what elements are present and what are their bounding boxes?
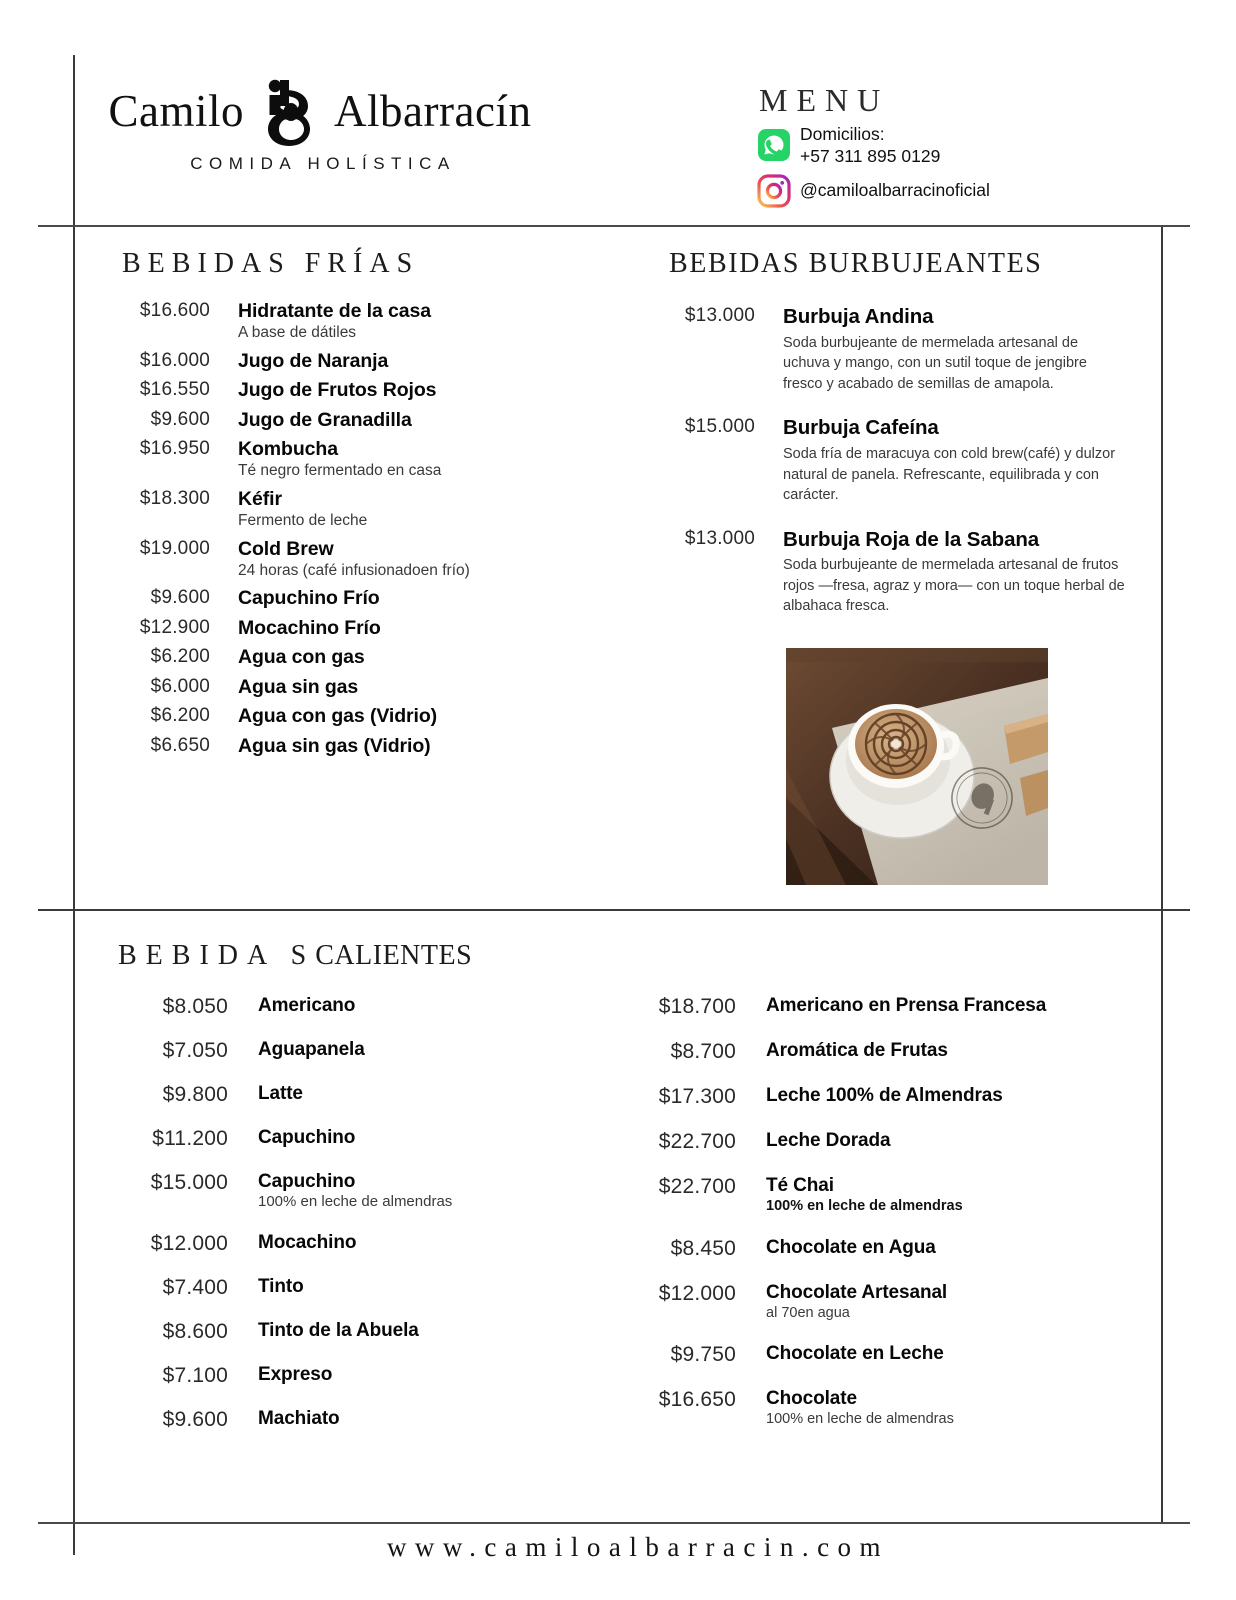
item-description: Soda burbujeante de mermelada artesanal de frutos rojos —fresa, agraz y mora— con un toque herbal de albahaca fresca. <box>783 557 1125 615</box>
whatsapp-phone: +57 311 895 0129 <box>800 146 941 167</box>
item-price: $22.700 <box>658 1130 736 1153</box>
item-name: Capuchino <box>258 1127 356 1148</box>
item-body <box>238 587 638 609</box>
item-body <box>258 995 630 1019</box>
item-name: Leche 100% de Almendras <box>766 1085 1003 1106</box>
item-name: Jugo de Naranja <box>238 349 389 372</box>
item-body <box>783 305 1135 394</box>
menu-item <box>620 1343 1140 1367</box>
menu-item <box>620 1388 1140 1429</box>
item-price: $8.450 <box>670 1236 736 1260</box>
item-name: Mocachino <box>258 1232 357 1254</box>
instagram-contact[interactable] <box>757 174 990 208</box>
website-url[interactable]: www.camiloalbarracin.com <box>386 1532 890 1562</box>
item-description: Fermento de leche <box>238 512 368 530</box>
item-price: $8.700 <box>670 1040 736 1063</box>
item-price: $18.700 <box>658 995 736 1018</box>
item-body <box>258 1276 630 1300</box>
item-price: $16.600 <box>139 300 210 321</box>
section-title-hot-part1: BEBIDA S <box>118 940 316 971</box>
item-price: $16.550 <box>139 379 210 401</box>
page-footer <box>0 1532 1236 1563</box>
item-name: Chocolate en Leche <box>766 1343 944 1365</box>
item-price: $16.000 <box>139 349 210 371</box>
item-name: Cold Brew <box>238 537 334 560</box>
item-name: Tinto <box>258 1276 304 1298</box>
instagram-icon <box>757 174 791 208</box>
menu-item <box>620 1237 1140 1261</box>
menu-item <box>620 1085 1140 1109</box>
item-price: $7.100 <box>162 1364 228 1388</box>
menu-item <box>118 488 638 531</box>
section-divider <box>38 909 1190 911</box>
whatsapp-icon <box>757 128 791 162</box>
menu-item <box>620 1130 1140 1154</box>
item-body <box>238 409 638 431</box>
item-price: $9.800 <box>162 1083 228 1106</box>
item-price: $15.000 <box>150 1171 228 1194</box>
item-price: $6.000 <box>150 675 210 697</box>
item-name: Leche Dorada <box>766 1130 891 1151</box>
menu-item <box>620 1040 1140 1064</box>
item-price: $9.600 <box>150 408 210 430</box>
menu-item <box>110 1127 630 1151</box>
item-name: Agua sin gas (Vidrio) <box>238 734 431 757</box>
item-body <box>238 300 638 343</box>
menu-item <box>118 587 638 609</box>
menu-item <box>655 416 1135 505</box>
menu-item <box>110 1276 630 1300</box>
item-body <box>766 1130 1140 1154</box>
item-body <box>258 1320 630 1344</box>
item-body <box>238 646 638 668</box>
menu-item <box>118 735 638 757</box>
brand-wordmark <box>85 78 555 144</box>
menu-item <box>110 1083 630 1107</box>
item-description: al 70en agua <box>766 1304 850 1321</box>
item-name: Latte <box>258 1083 303 1104</box>
page-header <box>0 0 1236 225</box>
section-title-cold: BEBIDAS FRÍAS <box>122 248 420 279</box>
item-body <box>238 488 638 531</box>
item-description: 100% en leche de almendras <box>258 1193 453 1211</box>
item-body <box>766 1343 1140 1367</box>
brand-tagline: COMIDA HOLÍSTICA <box>190 154 456 173</box>
item-name: Burbuja Cafeína <box>783 416 939 440</box>
item-description: Soda burbujeante de mermelada artesanal de uchuva y mango, con un sutil toque de jengibre fresco y acabado de semillas de amapola. <box>783 334 1087 392</box>
hot-right-items-list <box>620 995 1140 1429</box>
item-name: Chocolate <box>766 1388 857 1410</box>
item-name: Kéfir <box>238 487 282 510</box>
menu-item <box>655 305 1135 394</box>
menu-title: MENU <box>759 82 890 118</box>
item-price: $7.400 <box>162 1276 228 1300</box>
menu-item <box>620 1175 1140 1216</box>
item-body <box>258 1127 630 1151</box>
item-body <box>238 538 638 581</box>
item-price: $11.200 <box>152 1127 228 1150</box>
whatsapp-text <box>800 123 940 168</box>
menu-item <box>110 1364 630 1388</box>
menu-item <box>110 1232 630 1256</box>
item-description: 100% en leche de almendras <box>766 1198 963 1215</box>
item-body <box>766 1085 1140 1109</box>
menu-item <box>118 438 638 481</box>
monogram-icon <box>250 72 328 150</box>
item-price: $6.650 <box>150 734 210 756</box>
menu-item <box>118 538 638 581</box>
item-name: Jugo de Granadilla <box>238 408 412 431</box>
cold-items-list <box>118 300 638 757</box>
item-name: Hidratante de la casa <box>238 300 431 322</box>
menu-item <box>118 705 638 727</box>
item-price: $12.900 <box>139 616 210 638</box>
item-body <box>766 1282 1140 1323</box>
item-body <box>238 438 638 481</box>
brand-logo <box>85 78 555 174</box>
item-name: Americano en Prensa Francesa <box>766 995 1047 1016</box>
item-price: $7.050 <box>162 1039 228 1062</box>
item-name: Kombucha <box>238 438 338 461</box>
item-price: $13.000 <box>684 305 755 326</box>
menu-item <box>620 1282 1140 1323</box>
item-name: Burbuja Andina <box>783 305 934 328</box>
section-title-sparkling: BEBIDAS BURBUJEANTES <box>669 248 1043 279</box>
section-title-hot <box>118 940 472 972</box>
item-body <box>783 416 1135 505</box>
sparkling-items-list <box>655 305 1135 617</box>
item-body <box>766 995 1140 1019</box>
whatsapp-contact[interactable] <box>757 123 990 168</box>
item-body <box>238 617 638 639</box>
item-description: Soda fría de maracuya con cold brew(café) y dulzor natural de panela. Refrescante, equilibrada y con carácter. <box>783 445 1116 504</box>
item-body <box>783 528 1135 617</box>
item-price: $9.750 <box>670 1343 736 1367</box>
item-name: Tinto de la Abuela <box>258 1320 419 1342</box>
brand-last-name: Albarracín <box>334 85 532 136</box>
menu-item <box>620 995 1140 1019</box>
menu-item <box>110 1171 630 1212</box>
item-body <box>238 379 638 401</box>
item-name: Capuchino <box>258 1171 356 1192</box>
item-name: Agua con gas <box>238 646 365 669</box>
item-body <box>766 1388 1140 1429</box>
item-body <box>258 1408 630 1432</box>
item-body <box>238 735 638 757</box>
item-price: $12.000 <box>658 1281 736 1305</box>
instagram-handle: @camiloalbarracinoficial <box>800 180 990 201</box>
cappuccino-photo <box>786 648 1048 885</box>
menu-item <box>118 646 638 668</box>
menu-item <box>118 300 638 343</box>
item-name: Chocolate en Agua <box>766 1236 936 1258</box>
item-body <box>258 1039 630 1063</box>
item-description: A base de dátiles <box>238 324 357 342</box>
item-body <box>238 676 638 698</box>
menu-item <box>118 379 638 401</box>
item-body <box>258 1364 630 1388</box>
item-name: Aromática de Frutas <box>766 1040 948 1061</box>
item-price: $9.600 <box>150 587 210 609</box>
menu-item <box>655 528 1135 617</box>
header-divider <box>38 225 1190 227</box>
item-name: Té Chai <box>766 1175 834 1196</box>
item-body <box>766 1175 1140 1216</box>
menu-item <box>110 995 630 1019</box>
item-name: Agua sin gas <box>238 675 359 698</box>
menu-item <box>110 1039 630 1063</box>
item-name: Chocolate Artesanal <box>766 1281 948 1303</box>
item-body <box>238 705 638 727</box>
item-body <box>766 1237 1140 1261</box>
menu-item <box>110 1320 630 1344</box>
left-vertical-rule <box>73 55 75 1555</box>
item-name: Mocachino Frío <box>238 616 381 639</box>
item-body <box>766 1040 1140 1064</box>
item-description: 24 horas (café infusionadoen frío) <box>238 562 470 580</box>
item-price: $13.000 <box>684 527 755 549</box>
item-price: $16.650 <box>658 1388 736 1412</box>
item-name: Jugo de Frutos Rojos <box>238 379 437 402</box>
item-body <box>238 350 638 372</box>
item-body <box>258 1232 630 1256</box>
item-price: $18.300 <box>139 487 210 509</box>
item-price: $6.200 <box>150 705 210 727</box>
item-price: $6.200 <box>150 646 210 668</box>
item-description: 100% en leche de almendras <box>766 1411 954 1428</box>
whatsapp-label: Domicilios: <box>800 124 885 144</box>
item-price: $8.050 <box>162 995 228 1018</box>
menu-item <box>118 617 638 639</box>
section-title-hot-part2: CALIENTES <box>315 940 473 971</box>
item-name: Capuchino Frío <box>238 587 380 610</box>
footer-divider <box>38 1522 1190 1524</box>
item-price: $8.600 <box>162 1320 228 1344</box>
contact-block <box>757 82 990 214</box>
item-price: $22.700 <box>658 1175 736 1198</box>
item-price: $16.950 <box>139 438 210 460</box>
item-name: Burbuja Roja de la Sabana <box>783 527 1040 551</box>
item-price: $15.000 <box>684 416 755 438</box>
item-price: $12.000 <box>150 1232 228 1256</box>
item-name: Machiato <box>258 1408 340 1430</box>
brand-first-name: Camilo <box>108 85 245 136</box>
item-name: Americano <box>258 995 356 1016</box>
menu-item <box>118 676 638 698</box>
item-price: $17.300 <box>658 1085 736 1108</box>
menu-item <box>118 409 638 431</box>
item-price: $9.600 <box>162 1408 228 1432</box>
right-vertical-rule <box>1161 226 1163 1522</box>
hot-left-items-list <box>110 995 630 1432</box>
item-name: Agua con gas (Vidrio) <box>238 705 438 728</box>
item-price: $19.000 <box>139 537 210 559</box>
item-description: Té negro fermentado en casa <box>238 462 442 480</box>
menu-item <box>110 1408 630 1432</box>
item-body <box>258 1083 630 1107</box>
item-name: Aguapanela <box>258 1039 365 1060</box>
item-name: Expreso <box>258 1364 333 1386</box>
item-body <box>258 1171 630 1212</box>
menu-item <box>118 350 638 372</box>
